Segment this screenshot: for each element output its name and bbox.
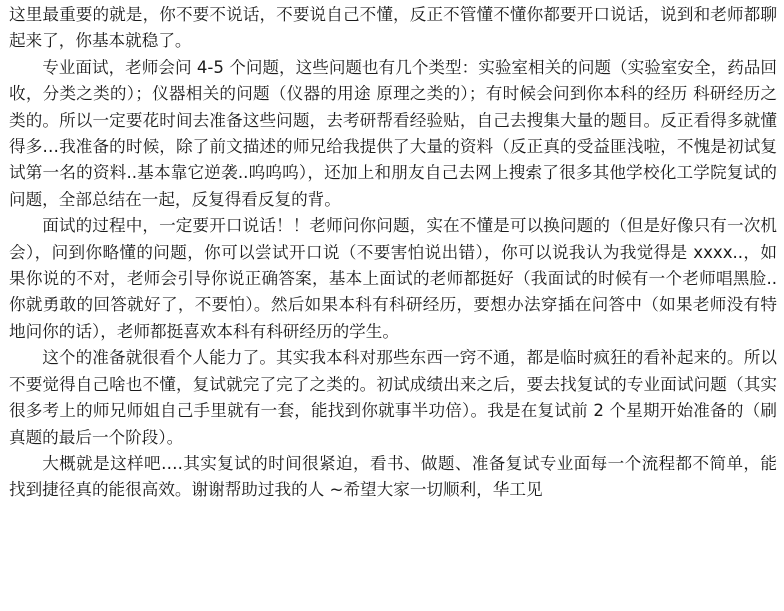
paragraph-professional-interview: 专业面试，老师会问 4-5 个问题，这些问题也有几个类型：实验室相关的问题（实验室安全，药品回收，分类之类的）；仪器相关的问题（仪器的用途 原理之类的）；有时候会问到你本科的经历 科研经历之类的。所以一定要花时间去准备这些问题，去考研帮看经验贴，自己去搜集大量的题目。反正看得多就懂得多…我准备的时候，除了前文描述的师兄给我提供了大量的资料（反正真的受益匪浅啦，不愧是初试复试第一名的资料..基本靠它逆袭..呜呜呜），还加上和朋友自己去网上搜索了很多其他学校化工学院复试的问题，全部总结在一起，反复得看反复的背。 [9, 57, 777, 209]
document-body [9, 2, 777, 504]
paragraph-closing: 大概就是这样吧….其实复试的时间很紧迫，看书、做题、准备复试专业面每一个流程都不简单，能找到捷径真的能很高效。谢谢帮助过我的人 ~希望大家一切顺利，华工见 [9, 453, 777, 500]
paragraph-interview-process: 面试的过程中，一定要开口说话！！老师问你问题，实在不懂是可以换问题的（但是好像只有一次机会），问到你略懂的问题，你可以尝试开口说（不要害怕说出错），你可以说我认为我觉得是 xxxx..，如果你说的不对，老师会引导你说正确答案，基本上面试的老师都挺好（我面试的时候有一个老师唱黑脸..你就勇敢的回答就好了，不要怕）。然后如果本科有科研经历，要想办法穿插在问答中（如果老师没有特地问你的话），老师都挺喜欢本科有科研经历的学生。 [9, 216, 777, 341]
paragraph-preparation: 这个的准备就很看个人能力了。其实我本科对那些东西一窍不通，都是临时疯狂的看补起来的。所以不要觉得自己啥也不懂，复试就完了完了之类的。初试成绩出来之后，要去找复试的专业面试问题（其实很多考上的师兄师姐自己手里就有一套，能找到你就事半功倍）。我是在复试前 2 个星期开始准备的（刷真题的最后一个阶段）。 [9, 348, 777, 447]
paragraph-intro-continuation: 这里最重要的就是，你不要不说话，不要说自己不懂，反正不管懂不懂你都要开口说话，说到和老师都聊起来了，你基本就稳了。 [9, 5, 777, 51]
